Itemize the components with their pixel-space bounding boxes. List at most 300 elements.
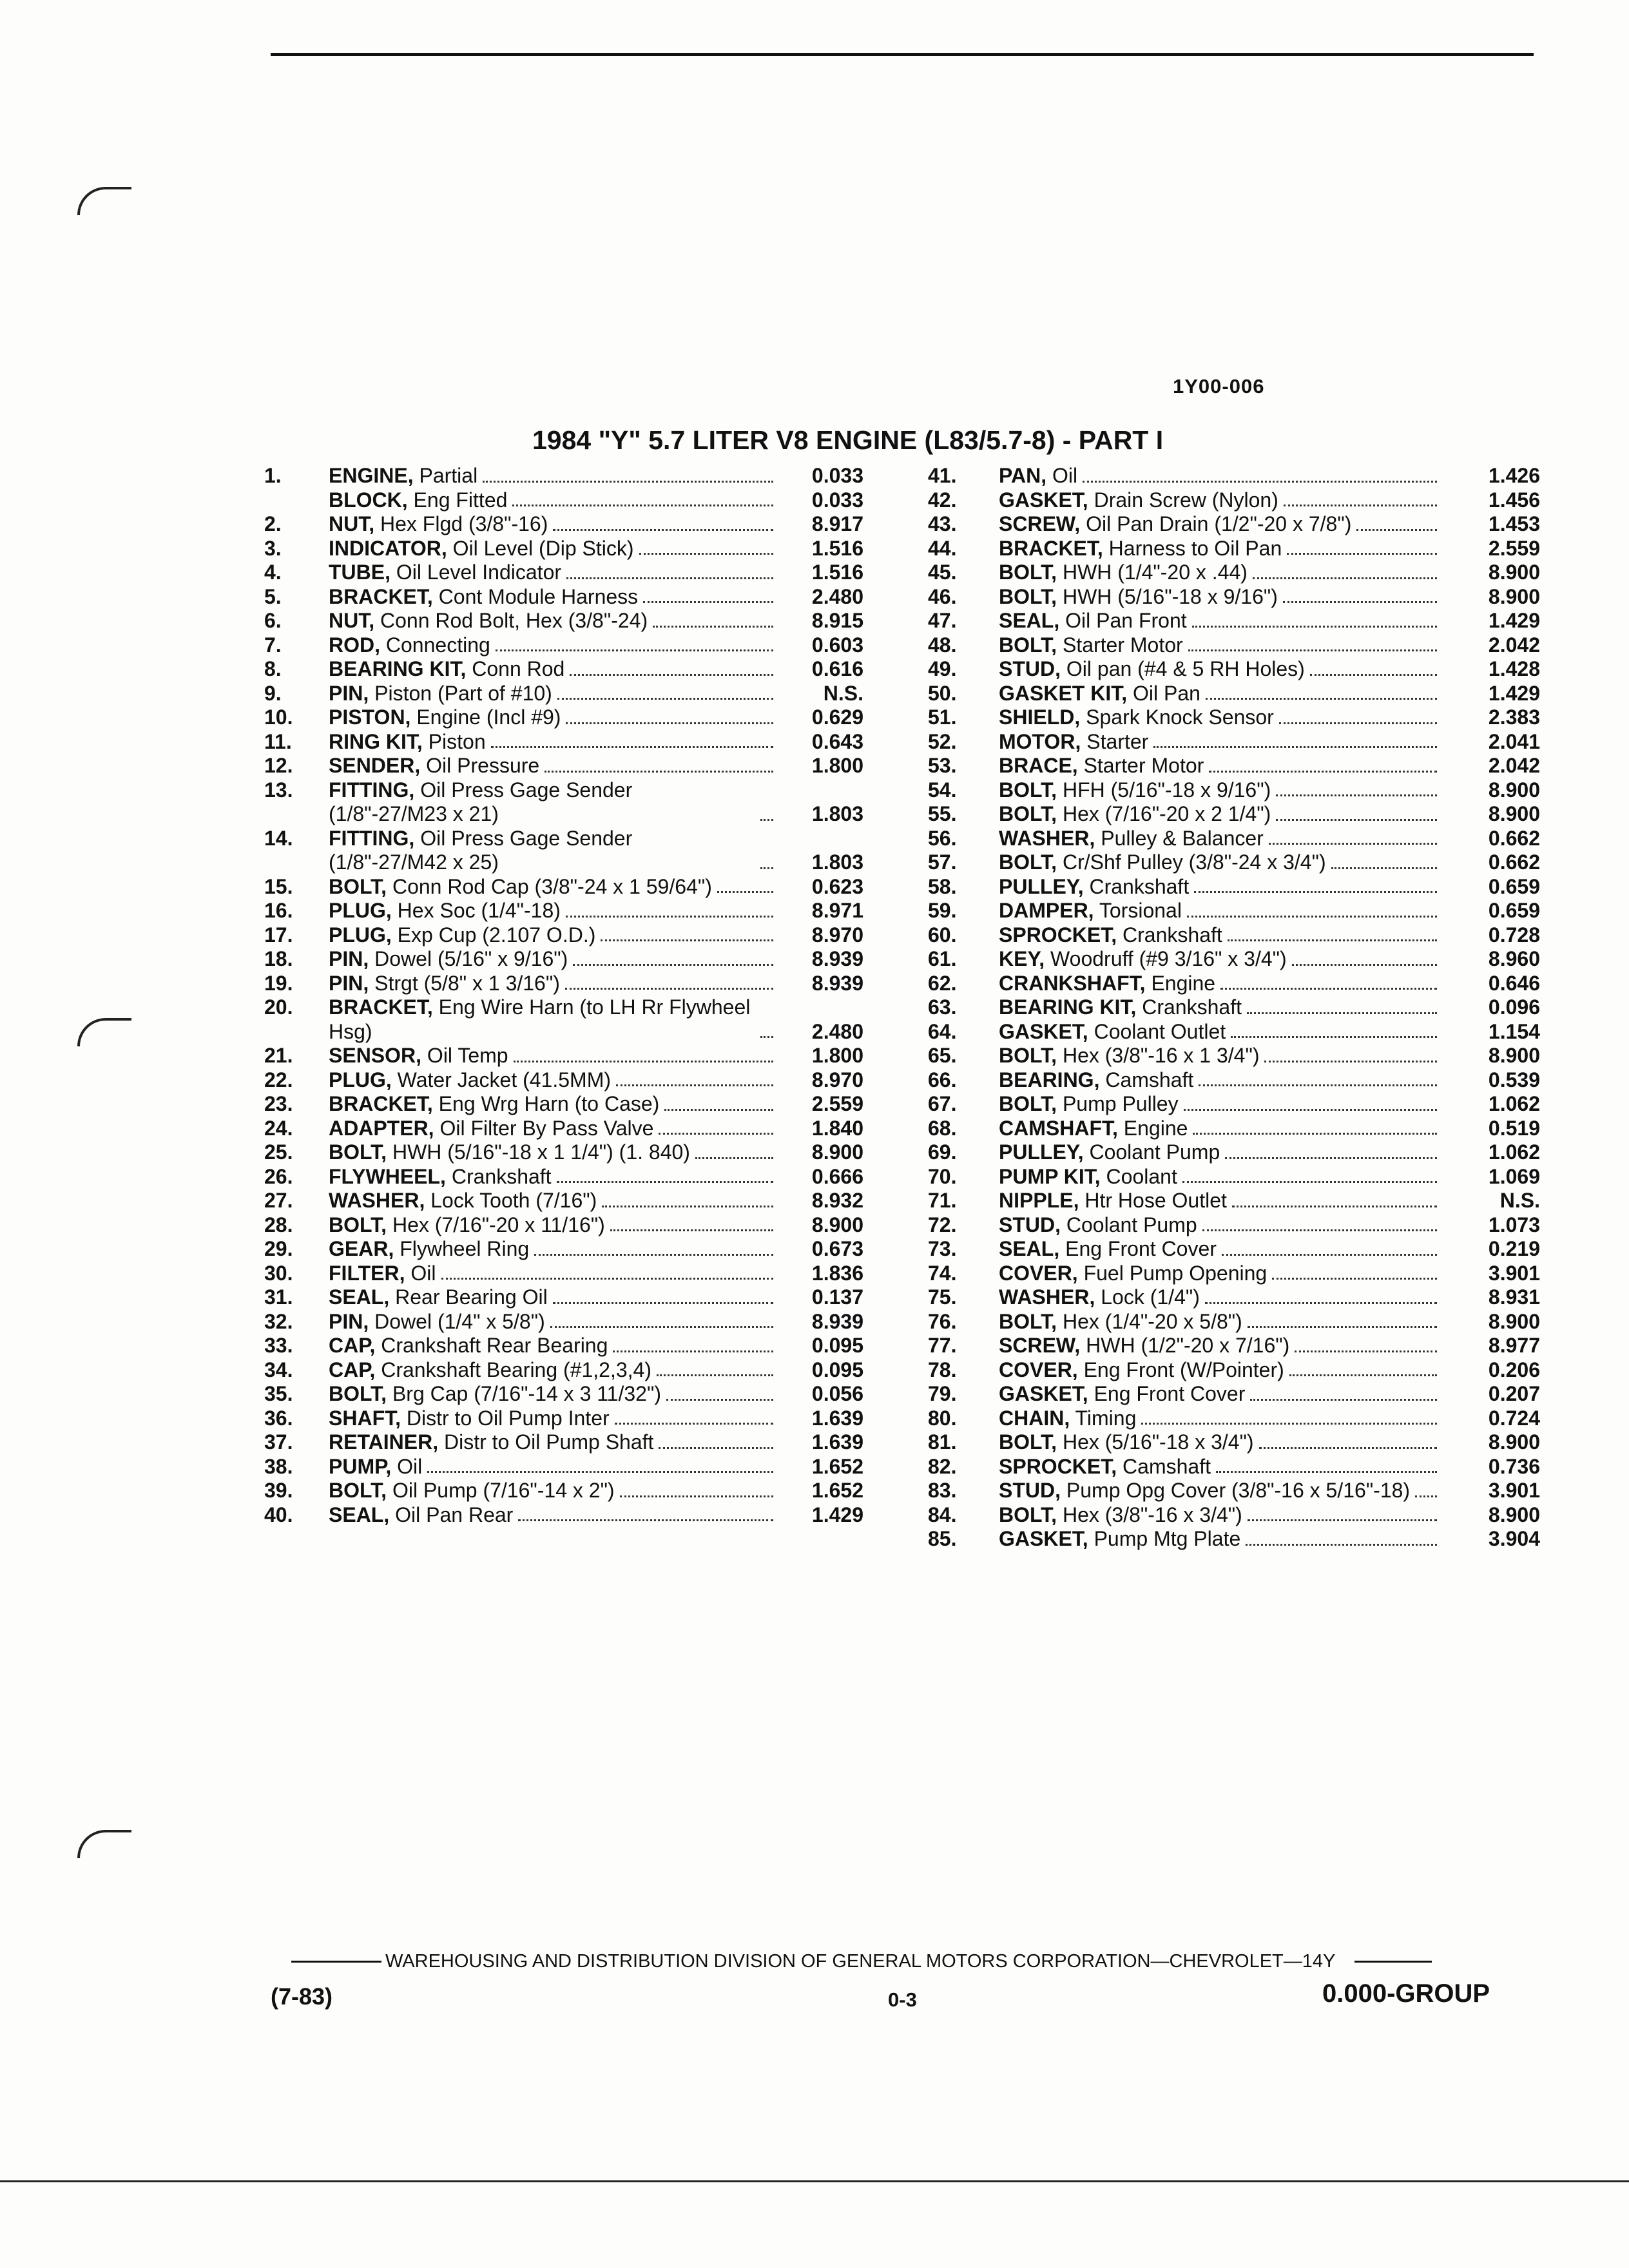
entry-number: 82. — [928, 1454, 957, 1478]
part-detail: Eng Wire Harn (to LH Rr Flywheel Hsg) — [329, 995, 751, 1043]
part-detail: Oil — [397, 1454, 423, 1478]
entry-text — [999, 850, 1326, 875]
entry-number: 77. — [928, 1334, 957, 1357]
group-code: 8.900 — [1488, 1309, 1540, 1333]
part-detail: Oil Pan Drain (1/2"-20 x 7/8") — [1086, 512, 1352, 535]
entry-text — [999, 585, 1278, 610]
part-detail: Crankshaft — [1123, 923, 1222, 947]
entry-text — [999, 464, 1077, 488]
parts-list-entry — [264, 1165, 883, 1189]
part-detail: Oil Press Gage Sender (1/8"-27/M23 x 21) — [329, 778, 633, 825]
part-detail: Oil — [410, 1261, 436, 1285]
group-code: 0.056 — [811, 1382, 863, 1405]
group-code: 1.516 — [811, 536, 863, 560]
parts-list-entry — [928, 1044, 1540, 1068]
dot-leader — [601, 939, 773, 941]
part-name: BOLT, — [999, 1503, 1057, 1526]
entry-text — [329, 827, 755, 875]
part-name: COVER, — [999, 1358, 1078, 1381]
entry-text — [999, 972, 1215, 996]
entry-description — [999, 754, 1443, 778]
entry-text — [329, 1092, 659, 1117]
part-detail: HWH (1/4"-20 x .44) — [1062, 561, 1248, 584]
part-name: BOLT, — [329, 1213, 387, 1236]
dot-leader — [1247, 1012, 1437, 1014]
parts-list-entry — [928, 1213, 1540, 1238]
dot-leader — [545, 771, 773, 773]
parts-list-entry — [928, 1430, 1540, 1455]
part-detail: HWH (5/16"-18 x 1 1/4") (1. 840) — [392, 1140, 690, 1164]
entry-description — [999, 1189, 1443, 1213]
part-detail: Coolant Pump — [1066, 1213, 1197, 1236]
entry-number: 22. — [264, 1068, 293, 1091]
part-detail: Hex (7/16"-20 x 11/16") — [392, 1213, 605, 1236]
margin-mark — [77, 187, 131, 215]
dot-leader — [610, 1229, 773, 1231]
entry-description — [329, 1213, 780, 1238]
parts-list-entry — [264, 1430, 883, 1455]
group-code: N.S. — [1499, 1189, 1540, 1212]
part-detail: Eng Front Cover — [1065, 1237, 1217, 1260]
group-code: 0.096 — [1488, 995, 1540, 1019]
entry-text — [329, 1358, 651, 1383]
parts-list-entry — [928, 1140, 1540, 1165]
group-code: 1.154 — [1488, 1019, 1540, 1043]
entry-number: 11. — [264, 729, 292, 753]
group-code: 0.519 — [1488, 1116, 1540, 1140]
entry-number: 32. — [264, 1309, 293, 1333]
entry-text — [999, 1262, 1267, 1286]
entry-text — [329, 778, 755, 827]
dot-leader — [1310, 674, 1437, 676]
part-name: SPROCKET, — [999, 1454, 1117, 1478]
part-name: ADAPTER, — [329, 1116, 434, 1140]
entry-description — [329, 995, 780, 1044]
entry-description — [329, 754, 780, 778]
dot-leader — [1193, 1133, 1437, 1135]
part-detail: Crankshaft — [451, 1164, 552, 1188]
parts-list-entry — [928, 875, 1540, 899]
parts-list-entry — [928, 609, 1540, 633]
entry-number: 64. — [928, 1019, 957, 1043]
dot-leader — [553, 529, 773, 531]
part-detail: Oil Pan Rear — [395, 1503, 514, 1526]
dot-leader — [1209, 771, 1437, 773]
part-detail: Conn Rod Bolt, Hex (3/8"-24) — [380, 609, 648, 632]
part-name: NUT, — [329, 512, 375, 535]
entry-description — [329, 1382, 780, 1407]
entry-text — [329, 682, 552, 706]
parts-list-entry — [264, 633, 883, 658]
entry-text — [329, 899, 561, 923]
dot-leader — [1222, 1254, 1437, 1256]
entry-number: 61. — [928, 947, 957, 970]
parts-list-left — [264, 464, 883, 1527]
parts-list-entry — [928, 537, 1540, 561]
entry-number: 71. — [928, 1189, 957, 1212]
entry-text — [999, 512, 1351, 537]
part-detail: Dowel (5/16" x 9/16") — [374, 947, 568, 970]
entry-description — [999, 657, 1443, 682]
group-code: 2.042 — [1488, 633, 1540, 657]
group-code: 8.900 — [1488, 802, 1540, 825]
dot-leader — [760, 819, 773, 821]
parts-list-entry — [264, 730, 883, 754]
parts-list-entry — [928, 1479, 1540, 1503]
part-name: GASKET KIT, — [999, 681, 1128, 705]
dot-leader — [717, 891, 773, 893]
entry-text — [999, 657, 1305, 682]
parts-list-entry — [928, 899, 1540, 923]
entry-text — [999, 875, 1189, 899]
part-name: GASKET, — [999, 1527, 1088, 1550]
dot-leader — [1264, 1061, 1437, 1062]
parts-list-entry — [928, 1285, 1540, 1310]
entry-number: 73. — [928, 1237, 957, 1260]
parts-list-entry — [264, 464, 883, 488]
part-detail: Pump Mtg Plate — [1094, 1527, 1241, 1550]
footer-date-code: (7-83) — [271, 1983, 333, 2010]
parts-list-entry — [264, 1382, 883, 1407]
dot-leader — [1248, 1326, 1437, 1328]
dot-leader — [639, 553, 773, 555]
entry-description — [329, 1358, 780, 1383]
entry-description — [329, 730, 780, 754]
part-name: BOLT, — [999, 802, 1057, 825]
parts-list-entry — [264, 1479, 883, 1503]
footer-dash — [291, 1961, 381, 1963]
group-code: 3.904 — [1488, 1527, 1540, 1550]
part-name: DAMPER, — [999, 899, 1094, 922]
dot-leader — [496, 649, 773, 651]
dot-leader — [1295, 1350, 1437, 1352]
group-code: 0.646 — [1488, 971, 1540, 995]
entry-number: 47. — [928, 609, 957, 632]
entry-text — [329, 1189, 597, 1213]
parts-list-entry — [264, 947, 883, 972]
entry-text — [329, 585, 638, 610]
entry-number: 38. — [264, 1454, 293, 1478]
group-code: 1.803 — [811, 802, 863, 825]
parts-list-entry — [264, 923, 883, 948]
part-name: ROD, — [329, 633, 380, 657]
part-name: SENDER, — [329, 754, 421, 777]
part-detail: HWH (5/16"-18 x 9/16") — [1062, 584, 1278, 608]
part-detail: Partial — [419, 464, 478, 487]
entry-number: 44. — [928, 536, 957, 560]
parts-list-entry — [928, 850, 1540, 875]
part-detail: Water Jacket (41.5MM) — [397, 1068, 611, 1091]
part-detail: Eng Fitted — [413, 488, 508, 512]
entry-description — [999, 1382, 1443, 1407]
group-code: 1.073 — [1488, 1213, 1540, 1236]
top-rule — [271, 53, 1534, 56]
entry-number: 2. — [264, 512, 282, 535]
group-code: 0.137 — [811, 1285, 863, 1309]
parts-list-entry — [928, 1382, 1540, 1407]
dot-leader — [491, 746, 773, 748]
part-name: KEY, — [999, 947, 1045, 970]
part-name: CHAIN, — [999, 1406, 1070, 1430]
part-name: BOLT, — [999, 633, 1057, 657]
entry-number: 74. — [928, 1261, 957, 1285]
dot-leader — [1246, 1544, 1437, 1546]
part-name: BOLT, — [329, 1479, 387, 1502]
group-code: 1.428 — [1488, 657, 1540, 680]
entry-number: 16. — [264, 899, 293, 922]
dot-leader — [566, 916, 773, 918]
parts-list-entry — [264, 1213, 883, 1238]
dot-leader — [566, 577, 773, 579]
part-detail: Crankshaft Bearing (#1,2,3,4) — [381, 1358, 651, 1381]
group-code: 0.623 — [811, 874, 863, 898]
entry-number: 30. — [264, 1261, 293, 1285]
parts-list-entry — [264, 609, 883, 633]
part-detail: Brg Cap (7/16"-14 x 3 11/32") — [392, 1382, 661, 1405]
entry-number: 85. — [928, 1527, 957, 1550]
part-name: CAMSHAFT, — [999, 1116, 1118, 1140]
dot-leader — [1184, 1109, 1437, 1111]
entry-number: 21. — [264, 1044, 293, 1067]
parts-list-entry — [928, 1068, 1540, 1093]
group-code: 8.971 — [811, 899, 863, 922]
dot-leader — [657, 1374, 773, 1376]
part-detail: Cont Module Harness — [438, 584, 639, 608]
part-detail: Oil Press Gage Sender (1/8"-27/M42 x 25) — [329, 826, 633, 874]
dot-leader — [1225, 1157, 1437, 1159]
group-code: 1.840 — [811, 1116, 863, 1140]
dot-leader — [534, 1254, 773, 1256]
entry-number: 12. — [264, 754, 293, 777]
entry-description — [329, 1430, 780, 1455]
entry-description — [329, 561, 780, 585]
group-code: 8.900 — [1488, 1430, 1540, 1454]
dot-leader — [643, 601, 773, 603]
part-detail: Lock (1/4") — [1101, 1285, 1200, 1309]
entry-text — [329, 730, 486, 754]
entry-text — [999, 1455, 1211, 1479]
part-name: GASKET, — [999, 1019, 1088, 1043]
entry-text — [999, 827, 1264, 851]
entry-description — [999, 827, 1443, 851]
part-detail: Distr to Oil Pump Shaft — [443, 1430, 654, 1454]
parts-list-entry — [928, 561, 1540, 585]
parts-list-entry — [928, 1358, 1540, 1383]
entry-description — [329, 972, 780, 996]
entry-description — [999, 1527, 1443, 1552]
parts-list-entry — [928, 1262, 1540, 1286]
group-code: 8.932 — [811, 1189, 863, 1212]
dot-leader — [518, 1519, 773, 1521]
entry-description — [999, 464, 1443, 488]
dot-leader — [514, 1061, 773, 1062]
footer-page-number: 0-3 — [888, 1988, 917, 2011]
parts-list-entry — [928, 923, 1540, 948]
entry-number: 29. — [264, 1237, 293, 1260]
dot-leader — [1141, 1423, 1437, 1425]
entry-text — [999, 995, 1242, 1020]
part-detail: Timing — [1075, 1406, 1137, 1430]
dot-leader — [1231, 1036, 1437, 1038]
part-detail: Lock Tooth (7/16") — [430, 1189, 597, 1212]
part-detail: Coolant Pump — [1089, 1140, 1220, 1164]
group-code: 1.069 — [1488, 1164, 1540, 1188]
parts-list-entry — [264, 1117, 883, 1141]
group-code: 2.559 — [811, 1092, 863, 1115]
page-title: 1984 "Y" 5.7 LITER V8 ENGINE (L83/5.7-8) - PART I — [532, 425, 1164, 455]
entry-number: 25. — [264, 1140, 293, 1164]
group-code: 0.662 — [1488, 850, 1540, 874]
dot-leader — [1216, 1471, 1437, 1473]
entry-description — [999, 923, 1443, 948]
parts-list-entry — [264, 754, 883, 778]
group-code: 1.652 — [811, 1479, 863, 1502]
parts-list-entry — [264, 1189, 883, 1213]
entry-description — [329, 1092, 780, 1117]
entry-text — [329, 1430, 653, 1455]
entry-number: 20. — [264, 995, 293, 1019]
group-code: 0.724 — [1488, 1406, 1540, 1430]
group-code: 8.900 — [1488, 561, 1540, 584]
group-code: 8.960 — [1488, 947, 1540, 970]
entry-number: 34. — [264, 1358, 293, 1381]
dot-leader — [760, 1036, 773, 1038]
entry-number: 43. — [928, 512, 957, 535]
group-code: 3.901 — [1488, 1479, 1540, 1502]
entry-text — [329, 537, 634, 561]
entry-number: 75. — [928, 1285, 957, 1309]
entry-description — [999, 706, 1443, 730]
part-detail: Hex (5/16"-18 x 3/4") — [1062, 1430, 1254, 1454]
parts-list-entry — [928, 488, 1540, 513]
dot-leader — [695, 1157, 773, 1159]
entry-description — [329, 1334, 780, 1358]
entry-description — [329, 827, 780, 875]
group-code: 8.931 — [1488, 1285, 1540, 1309]
part-name: FILTER, — [329, 1261, 405, 1285]
parts-list-entry — [264, 657, 883, 682]
entry-text — [999, 923, 1222, 948]
entry-number: 14. — [264, 826, 293, 850]
part-detail: Conn Rod Cap (3/8"-24 x 1 59/64") — [392, 874, 712, 898]
dot-leader — [1153, 746, 1437, 748]
entry-number: 28. — [264, 1213, 293, 1236]
margin-mark — [77, 1018, 131, 1046]
entry-text — [999, 754, 1204, 778]
entry-number: 8. — [264, 657, 282, 680]
entry-description — [329, 1189, 780, 1213]
entry-number: 60. — [928, 923, 957, 947]
entry-number: 40. — [264, 1503, 293, 1526]
dot-leader — [1279, 722, 1437, 724]
dot-leader — [1289, 1374, 1437, 1376]
group-code: 1.429 — [1488, 681, 1540, 705]
part-name: TUBE, — [329, 561, 390, 584]
part-name: PIN, — [329, 681, 369, 705]
part-name: SEAL, — [999, 609, 1060, 632]
part-name: GASKET, — [999, 488, 1088, 512]
footer-publisher-text: WAREHOUSING AND DISTRIBUTION DIVISION OF GENERAL MOTORS CORPORATION—CHEVROLET—14Y — [385, 1951, 1336, 1972]
part-name: FLYWHEEL, — [329, 1164, 446, 1188]
part-detail: Pump Pulley — [1062, 1092, 1179, 1115]
dot-leader — [1182, 1181, 1437, 1183]
group-code: 0.643 — [811, 729, 863, 753]
parts-list-entry — [264, 488, 883, 513]
group-code: 8.900 — [1488, 1503, 1540, 1526]
group-code: 2.042 — [1488, 754, 1540, 777]
parts-list-entry — [928, 1189, 1540, 1213]
dot-leader — [615, 1423, 773, 1425]
part-name: SEAL, — [329, 1503, 390, 1526]
part-name: CRANKSHAFT, — [999, 971, 1146, 995]
part-name: SCREW, — [999, 512, 1081, 535]
parts-list-entry — [264, 585, 883, 610]
dot-leader — [620, 1495, 773, 1497]
group-code: 8.900 — [811, 1140, 863, 1164]
group-code: 1.429 — [1488, 609, 1540, 632]
entry-number: 69. — [928, 1140, 957, 1164]
entry-text — [329, 488, 507, 513]
part-name: PUMP KIT, — [999, 1164, 1101, 1188]
entry-description — [999, 1117, 1443, 1141]
entry-description — [999, 1479, 1443, 1503]
entry-number: 10. — [264, 706, 293, 729]
entry-text — [329, 561, 561, 585]
parts-list-entry — [264, 682, 883, 706]
parts-list-entry — [264, 1140, 883, 1165]
entry-description — [999, 1020, 1443, 1044]
entry-description — [329, 1407, 780, 1431]
dot-leader — [653, 626, 773, 628]
group-code: 1.803 — [811, 850, 863, 874]
entry-text — [999, 778, 1271, 803]
group-code: 1.836 — [811, 1261, 863, 1285]
part-name: STUD, — [999, 1479, 1061, 1502]
entry-number: 49. — [928, 657, 957, 680]
part-name: BLOCK, — [329, 488, 408, 512]
dot-leader — [1205, 1302, 1437, 1304]
entry-description — [999, 1334, 1443, 1358]
entry-number: 57. — [928, 850, 957, 874]
group-code: 1.062 — [1488, 1092, 1540, 1115]
entry-text — [999, 633, 1183, 658]
parts-list-entry — [928, 464, 1540, 488]
entry-number: 4. — [264, 561, 282, 584]
part-detail: Flywheel Ring — [400, 1237, 530, 1260]
group-code: 8.900 — [1488, 584, 1540, 608]
part-detail: Connecting — [385, 633, 490, 657]
entry-description — [999, 1430, 1443, 1455]
part-detail: Coolant — [1106, 1164, 1177, 1188]
entry-text — [999, 1310, 1242, 1334]
part-detail: Hex (7/16"-20 x 2 1/4") — [1062, 802, 1271, 825]
group-code: 0.206 — [1488, 1358, 1540, 1381]
entry-text — [329, 633, 490, 658]
part-detail: Pulley & Balancer — [1101, 826, 1264, 850]
entry-text — [999, 899, 1182, 923]
entry-text — [329, 995, 755, 1044]
part-name: MOTOR, — [999, 729, 1081, 753]
part-name: BRACKET, — [999, 536, 1103, 560]
group-code: 0.728 — [1488, 923, 1540, 947]
entry-description — [329, 1068, 780, 1093]
dot-leader — [664, 1109, 773, 1111]
entry-number: 70. — [928, 1164, 957, 1188]
entry-description — [329, 875, 780, 899]
entry-text — [329, 1455, 422, 1479]
entry-text — [999, 802, 1271, 827]
group-code: 1.800 — [811, 754, 863, 777]
